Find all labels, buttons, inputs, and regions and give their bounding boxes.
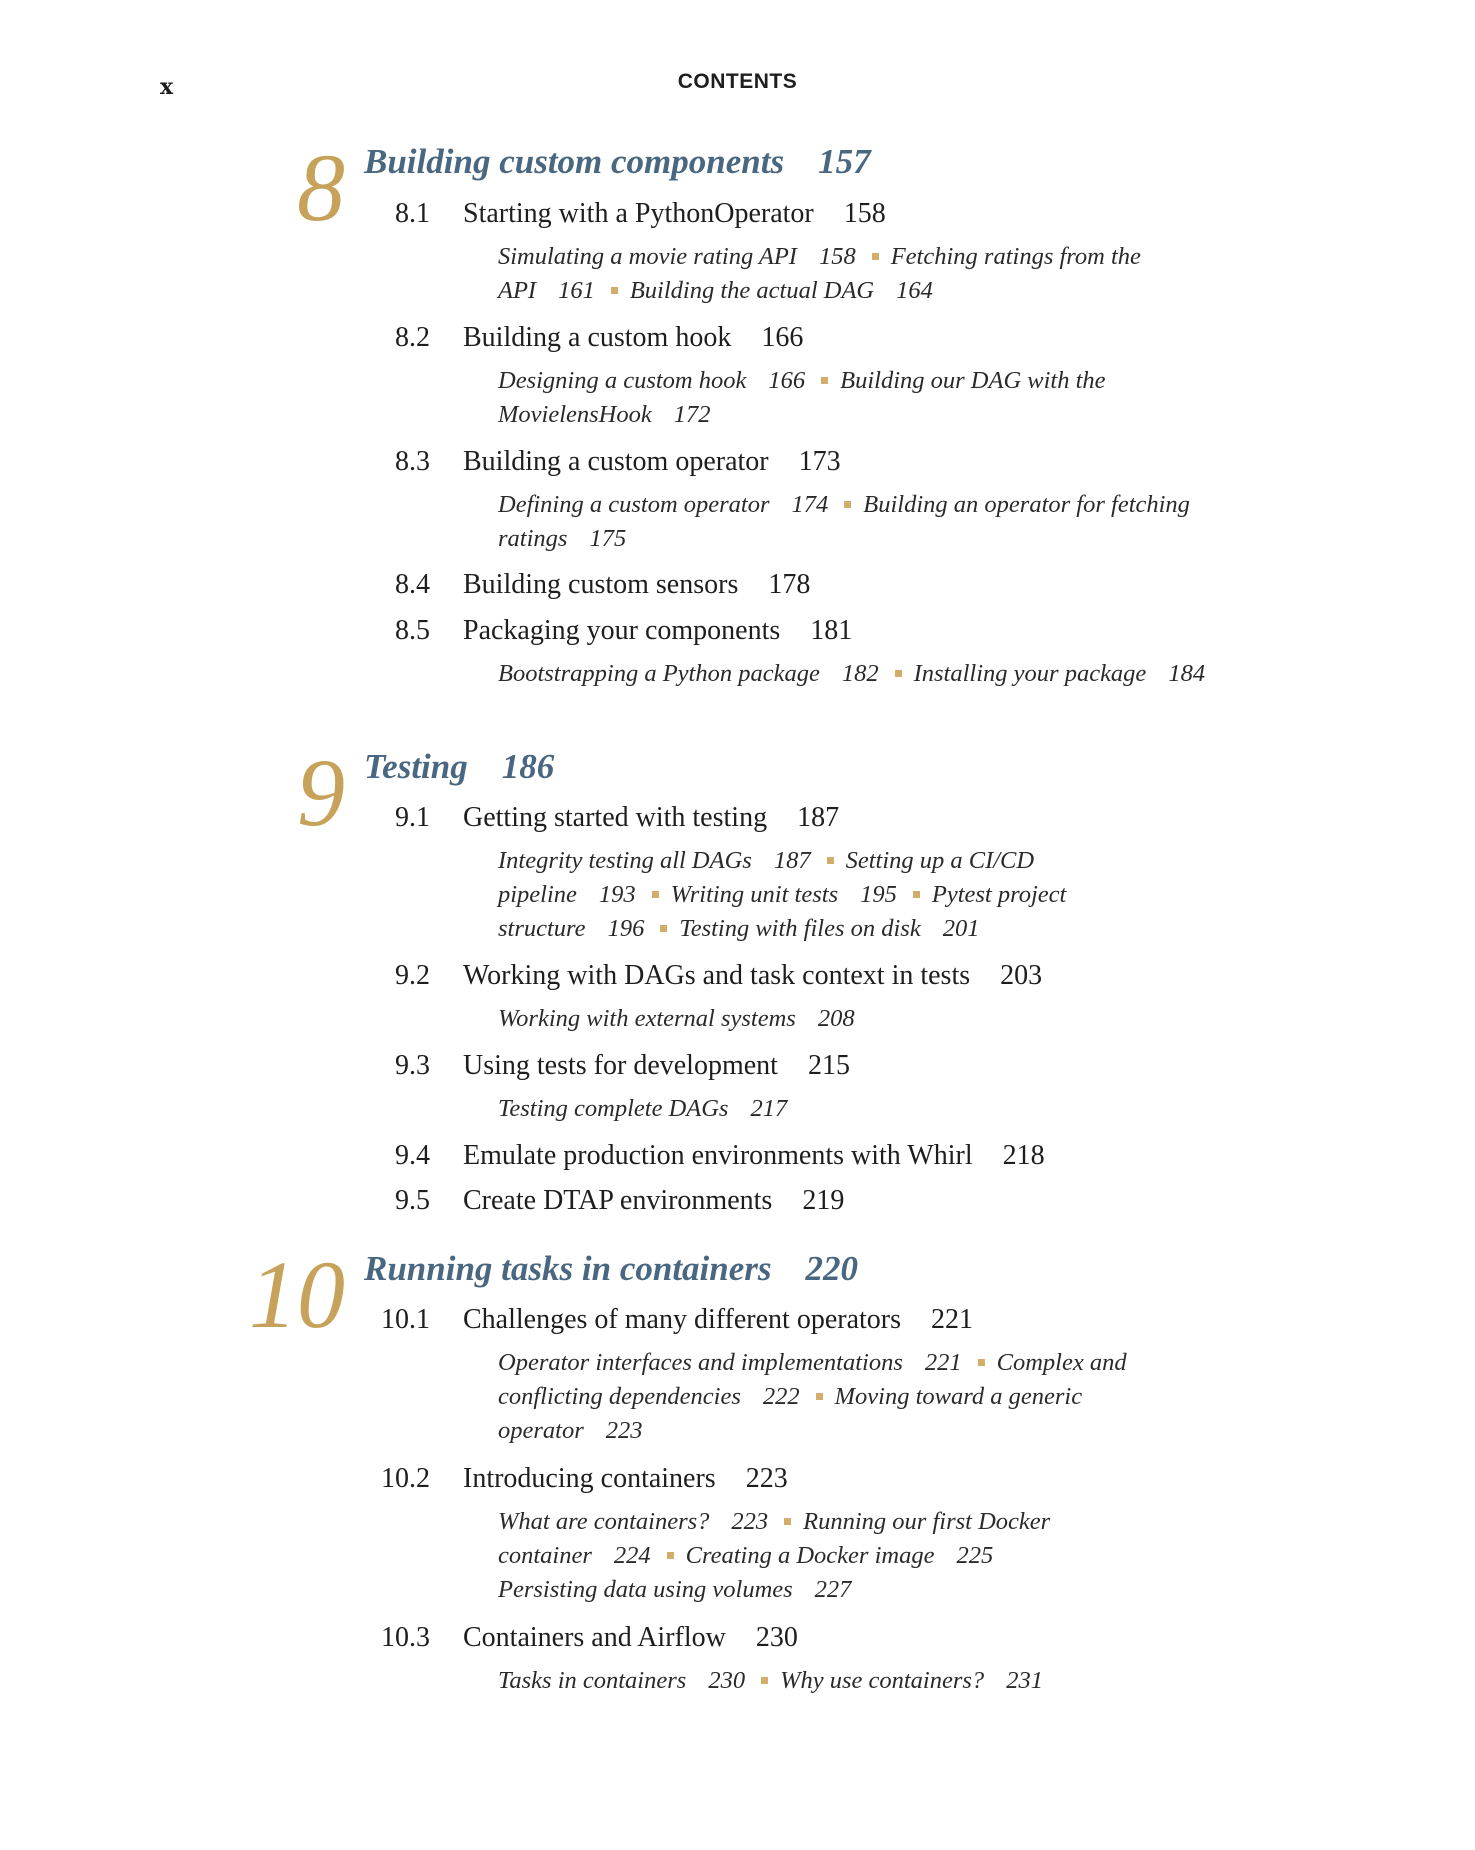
- section-page: 173: [798, 446, 841, 477]
- subsection-item[interactable]: Pytest project structure: [498, 881, 1067, 942]
- subsection-item[interactable]: Moving toward a generic operator: [498, 1383, 1083, 1444]
- subsection-item[interactable]: Operator interfaces and implementations: [498, 1349, 903, 1376]
- section-title: Introducing containers 223: [463, 1463, 788, 1494]
- chapter-title-text: Running tasks in containers: [364, 1249, 772, 1288]
- section-title: Working with DAGs and task context in tests 203: [463, 960, 1043, 991]
- subsection-item[interactable]: Setting up a CI/CD pipeline: [498, 847, 1035, 908]
- bullet-separator: [895, 670, 902, 677]
- chapter-page: 220: [805, 1249, 859, 1288]
- section-page: 223: [745, 1463, 788, 1494]
- subsection-list: Working with external systems 208: [498, 1005, 855, 1032]
- section-number: 8.5: [395, 615, 430, 646]
- subsection-item[interactable]: Fetching ratings from the API: [498, 243, 1141, 304]
- subsection-item[interactable]: Building our DAG with the MovielensHook: [498, 367, 1106, 428]
- chapter-page: 157: [818, 142, 871, 181]
- subsection-item[interactable]: Simulating a movie rating API: [498, 243, 797, 270]
- bullet-separator: [611, 287, 618, 294]
- running-head: CONTENTS: [677, 70, 798, 93]
- subsection-item[interactable]: Bootstrapping a Python package: [498, 660, 820, 687]
- section-page: 181: [810, 615, 853, 646]
- section-title: Starting with a PythonOperator 158: [463, 198, 886, 229]
- subsection-item[interactable]: Complex and conflicting dependencies: [498, 1349, 1127, 1410]
- subsection-item[interactable]: Why use containers?: [780, 1667, 985, 1694]
- section-title: Using tests for development 215: [463, 1050, 850, 1081]
- section-page: 187: [797, 802, 840, 833]
- chapter-number: 10: [249, 1241, 345, 1348]
- section-page: 203: [1000, 960, 1043, 991]
- bullet-separator: [872, 253, 879, 260]
- subsection-item[interactable]: Defining a custom operator: [498, 491, 770, 518]
- chapter-title[interactable]: [364, 142, 871, 182]
- section-page: 166: [761, 322, 804, 353]
- subsection-list: Designing a custom hook 166 Building our DAG with the MovielensHook 172: [498, 367, 1106, 428]
- section-number: 9.1: [395, 802, 430, 833]
- bullet-separator: [827, 857, 834, 864]
- chapter-number: 9: [297, 739, 345, 846]
- subsection-list: Operator interfaces and implementations 221 Complex and conflicting dependencies 222 Moving toward a generic operator 223: [498, 1349, 1127, 1444]
- subsection-item[interactable]: Installing your package: [913, 660, 1147, 687]
- subsection-item[interactable]: Running our first Docker container: [498, 1508, 1051, 1569]
- section-title: Challenges of many different operators 221: [463, 1304, 974, 1335]
- chapter-number: 8: [297, 134, 345, 241]
- subsection-list: What are containers? 223 Running our first Docker container 224 Creating a Docker image 225 Persisting data using volumes 227: [498, 1508, 1051, 1603]
- section-page: 158: [843, 198, 886, 229]
- subsection-item[interactable]: What are containers?: [498, 1508, 710, 1535]
- bullet-separator: [821, 377, 828, 384]
- subsection-item[interactable]: Building the actual DAG: [629, 277, 875, 304]
- section-number: 8.3: [395, 446, 430, 477]
- section-page: 218: [1002, 1140, 1045, 1171]
- subsection-item[interactable]: Integrity testing all DAGs: [498, 847, 752, 874]
- subsection-list: Bootstrapping a Python package 182 Installing your package 184: [498, 660, 1206, 687]
- subsection-item[interactable]: Working with external systems: [498, 1005, 796, 1032]
- subsection-item[interactable]: Building an operator for fetching ratings: [498, 491, 1190, 552]
- section-number: 9.4: [395, 1140, 430, 1171]
- subsection-list: Integrity testing all DAGs 187 Setting up a CI/CD pipeline 193 Writing unit tests 195 Pytest project structure 196 Testing with files on disk 201: [498, 847, 1067, 942]
- chapter-page: 186: [501, 747, 555, 786]
- subsection-item[interactable]: Persisting data using volumes: [498, 1576, 793, 1603]
- subsection-list: Testing complete DAGs 217: [498, 1095, 788, 1122]
- section-title: Packaging your components 181: [463, 615, 853, 646]
- bullet-separator: [667, 1552, 674, 1559]
- section-page: 178: [768, 569, 811, 600]
- section-title: Emulate production environments with Whirl 218: [463, 1140, 1045, 1171]
- subsection-list: Tasks in containers 230 Why use containers? 231: [498, 1667, 1043, 1694]
- section-title: Building a custom hook 166: [463, 322, 804, 353]
- section-number: 8.4: [395, 569, 430, 600]
- bullet-separator: [660, 925, 667, 932]
- subsection-item[interactable]: Tasks in containers: [498, 1667, 687, 1694]
- section-number: 10.2: [381, 1463, 430, 1494]
- page-number: x: [160, 74, 174, 100]
- section-number: 9.2: [395, 960, 430, 991]
- chapter-title[interactable]: [364, 747, 554, 787]
- bullet-separator: [816, 1393, 823, 1400]
- chapter-title-text: Testing: [364, 747, 468, 786]
- section-number: 8.2: [395, 322, 430, 353]
- section-page: 219: [802, 1185, 845, 1216]
- section-number: 9.3: [395, 1050, 430, 1081]
- section-title: Containers and Airflow 230: [463, 1622, 798, 1653]
- section-page: 230: [755, 1622, 798, 1653]
- subsection-item[interactable]: Testing complete DAGs: [498, 1095, 729, 1122]
- section-number: 9.5: [395, 1185, 430, 1216]
- section-page: 215: [807, 1050, 850, 1081]
- chapter-title[interactable]: [364, 1249, 858, 1289]
- subsection-item[interactable]: Creating a Docker image: [685, 1542, 935, 1569]
- bullet-separator: [844, 501, 851, 508]
- bullet-separator: [978, 1359, 985, 1366]
- subsection-item[interactable]: Designing a custom hook: [498, 367, 747, 394]
- bullet-separator: [761, 1677, 768, 1684]
- section-title: Building a custom operator 173: [463, 446, 841, 477]
- section-title: Create DTAP environments 219: [463, 1185, 845, 1216]
- bullet-separator: [913, 891, 920, 898]
- subsection-list: Defining a custom operator 174 Building an operator for fetching ratings 175: [498, 491, 1190, 552]
- subsection-item[interactable]: Writing unit tests: [670, 881, 839, 908]
- section-number: 8.1: [395, 198, 430, 229]
- section-title: Getting started with testing 187: [463, 802, 840, 833]
- section-number: 10.1: [381, 1304, 430, 1335]
- bullet-separator: [784, 1518, 791, 1525]
- section-title: Building custom sensors 178: [463, 569, 811, 600]
- bullet-separator: [652, 891, 659, 898]
- chapter-title-text: Building custom components: [364, 142, 785, 181]
- subsection-list: Simulating a movie rating API 158 Fetching ratings from the API 161 Building the actual DAG 164: [498, 243, 1141, 304]
- subsection-item[interactable]: Testing with files on disk: [679, 915, 921, 942]
- section-number: 10.3: [381, 1622, 430, 1653]
- section-page: 221: [931, 1304, 974, 1335]
